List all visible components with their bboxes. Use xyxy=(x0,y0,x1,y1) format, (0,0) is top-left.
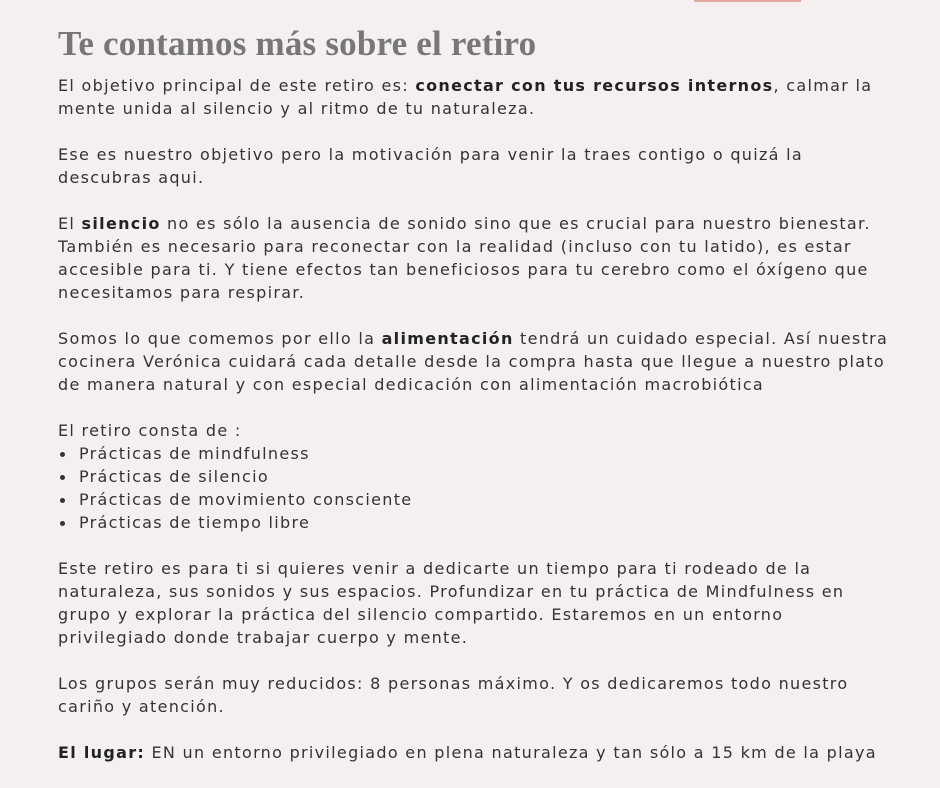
list-item: Prácticas de movimiento consciente xyxy=(58,488,898,511)
list-item: Prácticas de silencio xyxy=(58,465,898,488)
text: , calmar la mente unida al silencio y al ritmo de tu naturaleza. xyxy=(58,76,873,118)
text: no es sólo la ausencia de sonido sino que es crucial para nuestro bienestar. También es necesario para reconectar con la realidad (incluso con tu latido), es estar accesible para ti. Y tiene efectos tan beneficiosos para tu cerebro como el óxígeno que necesitamos para respirar. xyxy=(58,214,871,302)
bold-text: alimentación xyxy=(381,329,514,348)
paragraph-food xyxy=(58,327,898,396)
list-item: Prácticas de tiempo libre xyxy=(58,511,898,534)
retreat-description xyxy=(58,24,898,787)
paragraph-location xyxy=(58,741,898,764)
list-item: Prácticas de mindfulness xyxy=(58,442,898,465)
bold-text: conectar con tus recursos internos xyxy=(415,76,774,95)
top-accent-bar xyxy=(694,0,801,2)
text: El objetivo principal de este retiro es: xyxy=(58,76,416,95)
bold-text: silencio xyxy=(81,214,161,233)
paragraph-objective xyxy=(58,74,898,120)
text: El xyxy=(58,214,82,233)
bold-text: El lugar: xyxy=(58,743,146,762)
practices-list xyxy=(58,442,898,534)
text: EN un entorno privilegiado en plena naturaleza y tan sólo a 15 km de la playa xyxy=(145,743,877,762)
paragraph-audience: Este retiro es para ti si quieres venir a dedicarte un tiempo para ti rodeado de la naturaleza, sus sonidos y sus espacios. Profundizar en tu práctica de Mindfulness en grupo y explorar la práctica del silencio compartido. Estaremos en un entorno privilegiado donde trabajar cuerpo y mente. xyxy=(58,559,845,647)
section-heading: Te contamos más sobre el retiro xyxy=(58,24,537,63)
paragraph-motivation: Ese es nuestro objetivo pero la motivación para venir la traes contigo o quizá la descubras aqui. xyxy=(58,145,804,187)
text: Somos lo que comemos por ello la xyxy=(58,329,382,348)
paragraph-silence xyxy=(58,212,898,304)
list-intro: El retiro consta de : xyxy=(58,421,242,440)
text: tendrá un cuidado especial. Así nuestra cocinera Verónica cuidará cada detalle desde la compra hasta que llegue a nuestro plato de manera natural y con especial dedicación con alimentación macrobiótica xyxy=(58,329,889,394)
paragraph-groups: Los grupos serán muy reducidos: 8 personas máximo. Y os dedicaremos todo nuestro cariño y atención. xyxy=(58,674,849,716)
